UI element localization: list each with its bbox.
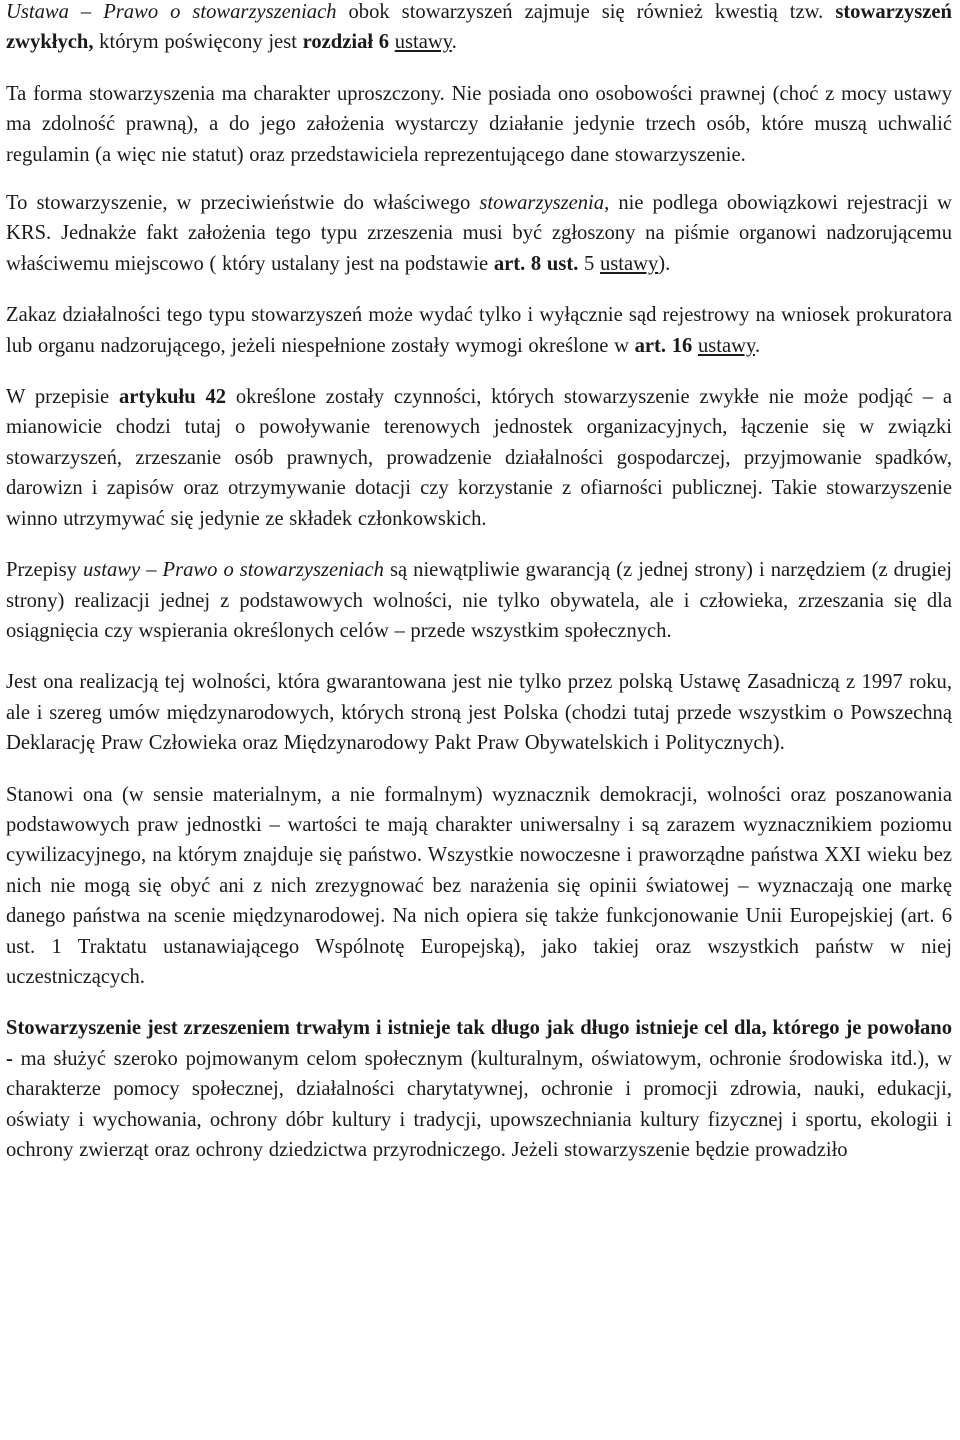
paragraph-registration	[6, 188, 952, 279]
paragraph-gap	[6, 992, 952, 1013]
paragraph-gap	[6, 646, 952, 667]
text-run: 5	[578, 252, 600, 275]
paragraph-article-42	[6, 382, 952, 534]
italic-text: ustawy – Prawo o stowarzyszeniach	[82, 559, 384, 582]
paragraph-gap	[6, 534, 952, 555]
text-run: obok stowarzyszeń zajmuje się również kwestią tzw.	[336, 1, 836, 23]
paragraph-gap	[6, 170, 952, 188]
bold-text: Stowarzyszenie jest zrzeszeniem trwałym i istnieje tak długo jak długo istnieje cel dla, którego je powołano -	[6, 1017, 952, 1070]
bold-text: rozdział 6	[302, 31, 390, 54]
paragraph-gap	[6, 759, 952, 780]
text-run: Przepisy	[6, 559, 83, 582]
paragraph-guarantee	[6, 555, 952, 646]
text-run: Zakaz działalności tego typu stowarzyszeń może wydać tylko i wyłącznie sąd rejestrowy na wniosek prokuratora lub organu nadzorującego, jeżeli niespełnione zostały wymogi określone w	[6, 304, 952, 357]
paragraph-democracy	[6, 780, 952, 993]
paragraph-intro-associations	[6, 0, 952, 58]
bold-text: art. 16	[634, 334, 693, 357]
law-link[interactable]: ustawy	[599, 252, 659, 275]
paragraph-freedom	[6, 667, 952, 758]
bold-text: artykułu 42	[119, 386, 227, 409]
law-link[interactable]: ustawy	[697, 334, 755, 357]
text-run: .	[451, 31, 457, 54]
bold-text: stowarzyszeń zwykłych,	[6, 1, 952, 54]
paragraph-prohibition	[6, 300, 952, 361]
text-run: Stanowi ona (w sensie materialnym, a nie formalnym) wyznacznik demokracji, wolności oraz poszanowania podstawowych praw jednostki – wartości te mają charakter uniwersalny i są zarazem wyznacznikiem poziomu cywilizacyjnego, na którym znajduje się państwo. Wszystkie nowoczesne i praworządne państwa XXI wieku bez nich nie mogą się obyć ani z nich zrezygnować bez narażenia się opinii światowej – wyznaczają one markę danego państwa na scenie międzynarodowej. Na nich opiera się także funkcjonowanie Unii Europejskiej (art. 6 ust. 1 Traktatu ustanawiającego Wspólnotę Europejską), jako takiej oraz wszystkich państw w niej uczestniczących.	[6, 783, 952, 988]
text-run: ma służyć szeroko pojmowanym celom społecznym (kulturalnym, oświatowym, ochronie środowiska itd.), w charakterze pomocy społecznej, działalności charytatywnej, ochronie i promocji zdrowia, nauki, edukacji, oświaty i wychowania, ochrony dóbr kultury i tradycji, upowszechniania kultury fizycznej i sportu, ekologii i ochrony zwierząt oraz ochrony dziedzictwa przyrodniczego. Jeżeli stowarzyszenie będzie prowadziło	[6, 1047, 952, 1161]
text-run: są niewątpliwie gwarancją (z jednej strony) i narzędziem (z drugiej strony) realizacji jednej z podstawowych wolności, nie tylko obywatela, ale i człowieka, zrzeszania się dla osiągnięcia czy wspierania określonych celów – przede wszystkim społecznych.	[6, 559, 952, 642]
paragraph-gap	[6, 58, 952, 79]
text-run: , nie podlega obowiązkowi rejestracji w KRS. Jednakże fakt założenia tego typu zrzeszenia musi być zgłoszony na piśmie organowi nadzorującemu właściwemu miejscowo ( który ustalany jest na podstawie	[6, 192, 952, 275]
text-run: Ta forma stowarzyszenia ma charakter uproszczony. Nie posiada ono osobowości prawnej (choć z mocy ustawy ma zdolność prawną), a do jego założenia wystarczy działanie jedynie trzech osób, które muszą uchwalić regulamin (a więc nie statut) oraz przedstawiciela reprezentującego dane stowarzyszenie.	[6, 82, 952, 166]
paragraph-gap	[6, 279, 952, 300]
text-run: określone zostały czynności, których stowarzyszenie zwykłe nie może podjąć – a mianowicie chodzi tutaj o powoływanie terenowych jednostek organizacyjnych, łączenie się w związki stowarzyszeń, zrzeszanie osób prawnych, prowadzenie działalności gospodarczej, przyjmowanie spadków, darowizn i zapisów oraz otrzymywanie dotacji czy korzystanie z ofiarności publicznej. Takie stowarzyszenie winno utrzymywać się jedynie ze składek członkowskich.	[6, 386, 953, 530]
text-run: To stowarzyszenie, w przeciwieństwie do właściwego	[6, 192, 480, 215]
italic-text: Ustawa – Prawo o stowarzyszeniach	[6, 1, 337, 23]
paragraph-simplified-form	[6, 79, 952, 170]
bold-text: art. 8 ust.	[493, 252, 579, 275]
paragraph-permanent-union	[6, 1013, 952, 1165]
law-link[interactable]: ustawy	[394, 31, 452, 54]
text-run: W przepisie	[6, 386, 119, 409]
text-run: ).	[658, 252, 671, 275]
italic-text: stowarzyszenia	[479, 192, 605, 215]
paragraph-gap	[6, 361, 952, 382]
text-run: którym poświęcony jest	[93, 31, 303, 54]
text-run: .	[754, 334, 761, 357]
text-run: Jest ona realizacją tej wolności, która gwarantowana jest nie tylko przez polską Ustawę Zasadniczą z 1997 roku, ale i szereg umów międzynarodowych, których stroną jest Polska (chodzi tutaj przede wszystkim o Powszechną Deklarację Praw Człowieka oraz Międzynarodowy Pakt Praw Obywatelskich i Politycznych).	[6, 671, 952, 755]
